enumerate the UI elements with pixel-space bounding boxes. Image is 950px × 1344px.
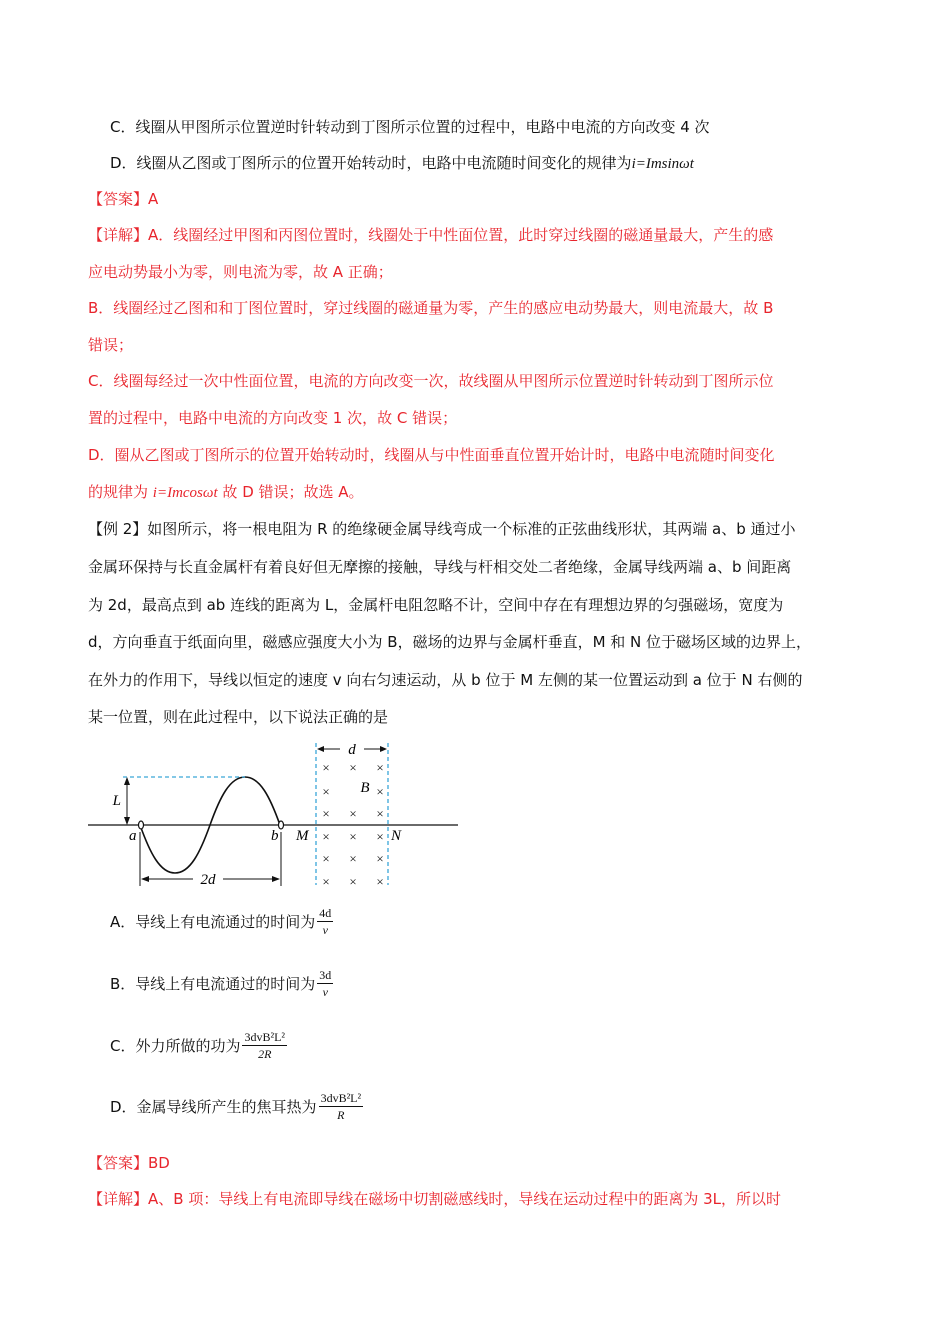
answer-value: A [148,190,159,208]
ring-a [139,821,144,829]
cross-mark: × [376,851,384,866]
option-d-formula: i=Imsinωt [631,156,694,172]
label-m: M [296,828,309,844]
example2-line: 金属环保持与长直金属杆有着良好但无摩擦的接触，导线与杆相交处二者绝缘，金属导线两端 a、b 间距离 [88,558,792,576]
answer-label: 【答案】 [88,1154,149,1172]
label-b: b [271,828,279,844]
detail1-line: C．线圈每经过一次中性面位置，电流的方向改变一次，故线圈从甲图所示位置逆时针转动到丁图所示位 [88,372,774,390]
answer-value: BD [148,1154,170,1172]
fraction-denominator: v [322,985,328,999]
example2-line: 某一位置，则在此过程中，以下说法正确的是 [88,708,389,726]
ring-b [279,821,284,829]
fraction-numerator: 3d [319,968,332,982]
option-d-fraction [319,1091,364,1122]
fraction-numerator: 3dvB²L² [320,1091,362,1105]
answer-label: 【答案】 [88,190,149,208]
l-arrow-head-down [124,817,130,825]
d-head-right [380,746,387,752]
cross-mark: × [376,784,384,799]
option-d-text: D．金属导线所产生的焦耳热为 [110,1098,317,1116]
answer-2 [88,1152,170,1174]
fraction-denominator: 2R [258,1047,272,1061]
option-c-text: C．线圈从甲图所示位置逆时针转动到丁图所示位置的过程中，电路中电流的方向改变 4 次 [110,118,710,136]
label-n: N [391,828,402,844]
cross-mark: × [322,784,330,799]
detail1-last-pre: 的规律为 [88,483,153,501]
cross-mark: × [322,760,330,775]
option-c [110,1030,287,1061]
detail1-last-line [88,481,364,504]
example2-line: d，方向垂直于纸面向里，磁感应强度大小为 B，磁场的边界与金属杆垂直，M 和 N 位于磁场区域的边界上， [88,633,812,651]
cross-mark: × [322,851,330,866]
answer-1 [88,188,158,210]
detail1-line: D．圈从乙图或丁图所示的位置开始转动时，线圈从与中性面垂直位置开始计时，电路中电流随时间变化 [88,446,775,464]
label-b-field: B [360,780,370,796]
l-arrow-head-up [124,777,130,785]
detail1-line: 错误； [88,336,134,354]
detail2-line: 【详解】A、B 项：导线上有电流即导线在磁场中切割磁感线时，导线在运动过程中的距离为 3L，所以时 [88,1190,781,1208]
example2-line: 【例 2】如图所示，将一根电阻为 R 的绝缘硬金属导线弯成一个标准的正弦曲线形状，其两端 a、b 通过小 [88,520,796,538]
option-a [110,906,333,937]
cross-mark: × [349,806,357,821]
example2-line: 为 2d，最高点到 ab 连线的距离为 L，金属杆电阻忽略不计，空间中存在有理想边界的匀强磁场，宽度为 [88,596,784,614]
option-b-fraction [317,968,333,999]
detail1-line: 应电动势最小为零，则电流为零，故 A 正确； [88,263,393,281]
option-b-text: B．导线上有电流通过的时间为 [110,975,316,993]
label-d: d [348,742,356,758]
label-2d: 2d [200,872,216,888]
physics-figure [85,738,475,903]
option-d-text: D．线圈从乙图或丁图所示的位置开始转动时，电路中电流随时间变化的规律为 [110,154,632,172]
cross-mark: × [322,874,330,889]
detail1-line: 置的过程中，电路中电流的方向改变 1 次，故 C 错误； [88,409,458,427]
option-a-fraction [317,906,333,937]
option-b [110,968,333,999]
option-d [110,1091,363,1122]
fraction-denominator: R [337,1108,345,1122]
cross-mark: × [322,806,330,821]
d-head-left [317,746,324,752]
option-d-line [110,152,694,175]
detail1-line: B．线圈经过乙图和和丁图位置时，穿过线圈的磁通量为零，产生的感应电动势最大，则电流最大，故 B [88,299,774,317]
label-l: L [112,793,121,809]
cross-mark: × [376,806,384,821]
fraction-numerator: 3dvB²L² [244,1030,286,1044]
option-c-fraction [242,1030,287,1061]
cross-mark: × [349,874,357,889]
2d-head-right [272,876,280,882]
detail1-last-formula: i=Imcosωt [152,485,218,501]
cross-mark: × [376,874,384,889]
cross-mark: × [349,760,357,775]
cross-mark: × [376,760,384,775]
cross-mark: × [349,851,357,866]
fraction-numerator: 4d [319,906,332,920]
option-a-text: A．导线上有电流通过的时间为 [110,913,316,931]
cross-mark: × [349,829,357,844]
detail1-line: 【详解】A．线圈经过甲图和丙图位置时，线圈处于中性面位置，此时穿过线圈的磁通量最大，产生的感 [88,226,774,244]
cross-mark: × [322,829,330,844]
detail1-last-post: 故 D 错误；故选 A。 [217,483,364,501]
cross-mark: × [376,829,384,844]
2d-head-left [141,876,149,882]
option-c-text: C．外力所做的功为 [110,1037,241,1055]
fraction-denominator: v [322,923,328,937]
example2-line: 在外力的作用下，导线以恒定的速度 v 向右匀速运动，从 b 位于 M 左侧的某一位置运动到 a 位于 N 右侧的 [88,671,803,689]
label-a: a [129,828,137,844]
